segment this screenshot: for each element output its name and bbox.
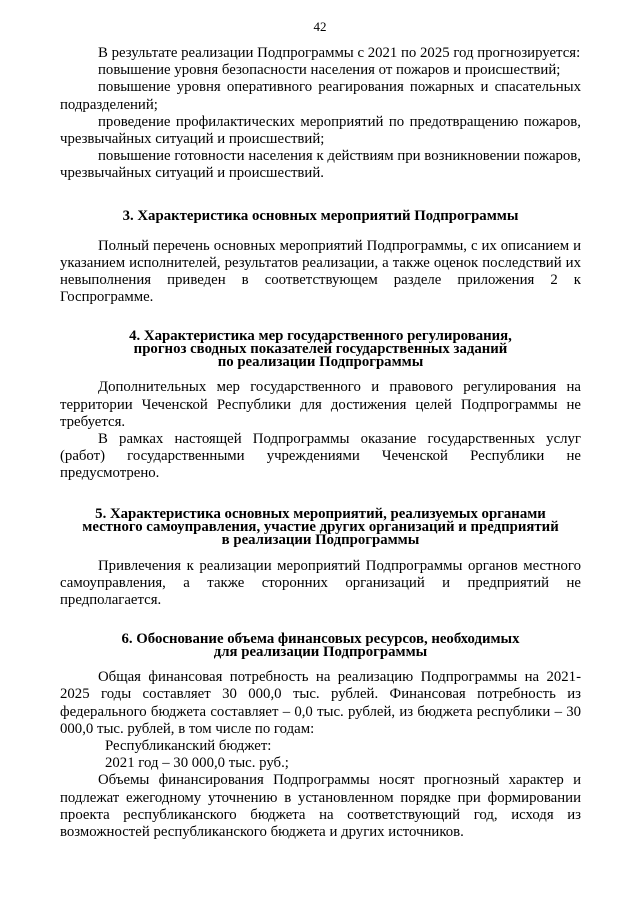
budget-label: Республиканский бюджет: (105, 738, 272, 755)
section-5-title-line: местного самоуправления, участие других организаций и предприятий (82, 518, 559, 535)
intro-item: повышение уровня безопасности населения от пожаров и происшествий; (98, 62, 561, 79)
page-number: 42 (313, 19, 327, 34)
section-5 (60, 505, 581, 610)
section-3 (60, 207, 581, 307)
section-4-paragraph-1: Дополнительных мер государственного и правового регулирования на территории Чеченской Республики для достижения целей Подпрограммы не требуется. (60, 379, 581, 430)
budget-row: 2021 год – 30 000,0 тыс. руб.; (105, 755, 289, 772)
section-4-paragraph-2: В рамках настоящей Подпрограммы оказание государственных услуг (работ) государственными учреждениями Чеченской Республики не предусмотрено. (60, 431, 581, 482)
intro-block (60, 45, 581, 183)
section-5-title-line: в реализации Подпрограммы (221, 531, 420, 548)
section-4-title-line: 4. Характеристика мер государственного регулирования, (129, 328, 512, 345)
section-6-title (60, 633, 581, 659)
intro-item: проведение профилактических мероприятий по предотвращению пожаров, чрезвычайных ситуаций и происшествий; (60, 113, 581, 148)
section-6-title-line: для реализации Подпрограммы (213, 644, 428, 661)
section-3-title: 3. Характеристика основных мероприятий Подпрограммы (122, 207, 519, 224)
section-4 (60, 330, 581, 482)
intro-item: повышение уровня оперативного реагирования пожарных и спасательных подразделений; (60, 79, 581, 113)
section-4-title-line: прогноз сводных показателей государственных заданий (133, 341, 508, 358)
section-6-paragraph-1: Общая финансовая потребность на реализацию Подпрограммы на 2021-2025 годы составляет 30 000,0 тыс. рублей. Финансовая потребность из федерального бюджета составляет – 0,0 тыс. рублей, из бюджета республики – 30 000,0 тыс. рублей, в том числе по годам: (60, 669, 581, 737)
section-6-paragraph-2: Объемы финансирования Подпрограммы носят прогнозный характер и подлежат ежегодному уточнению в установленном порядке при формировании проекта республиканского бюджета на соответствующий год, исходя из возможностей республиканского бюджета и других источников. (60, 772, 581, 841)
section-6-title-line: 6. Обоснование объема финансовых ресурсов, необходимых (121, 631, 520, 648)
section-3-text: Полный перечень основных мероприятий Подпрограммы, с их описанием и указанием исполнителей, результатов реализации, а также оценок последствий их невыполнения приведен в соответствующем разделе приложения 2 к Госпрограмме. (60, 237, 581, 306)
section-5-title-line: 5. Характеристика основных мероприятий, реализуемых органами (95, 505, 546, 522)
intro-item: повышение готовности населения к действиям при возникновении пожаров, чрезвычайных ситуаций и происшествий. (60, 148, 581, 182)
document-body (60, 45, 581, 841)
section-4-title-line: по реализации Подпрограммы (217, 354, 424, 371)
section-6 (60, 633, 581, 841)
section-5-title (60, 505, 581, 548)
intro-lead: В результате реализации Подпрограммы с 2021 по 2025 год прогнозируется: (98, 45, 581, 61)
section-4-title (60, 330, 581, 369)
section-5-text: Привлечения к реализации мероприятий Подпрограммы органов местного самоуправления, а также сторонних организаций и предприятий не предполагается. (60, 557, 581, 609)
